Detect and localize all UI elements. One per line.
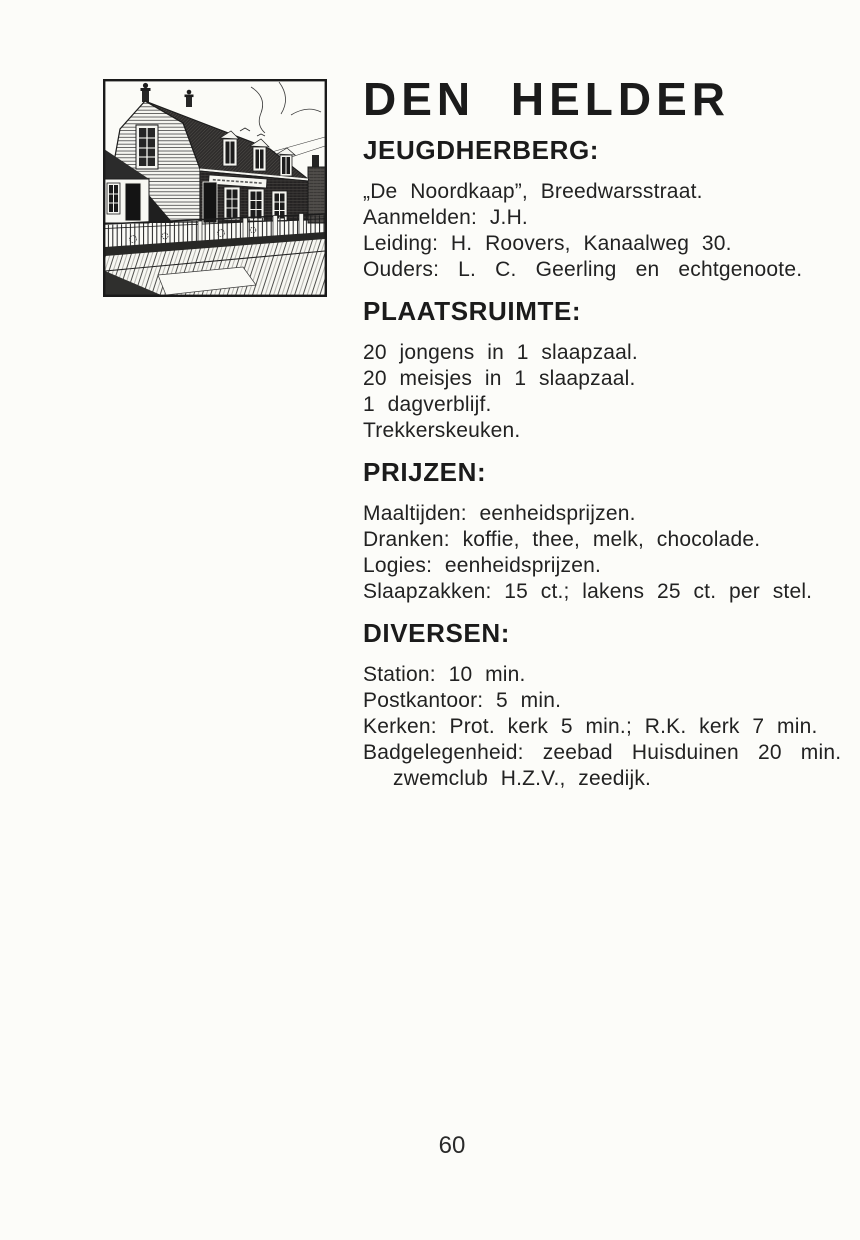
hostel-building-drawing-icon (103, 78, 327, 298)
section-diversen (363, 618, 842, 792)
text-line: Kerken: Prot. kerk 5 min.; R.K. kerk 7 min. (363, 715, 818, 738)
text-line: Badgelegenheid: zeebad Huisduinen 20 min. (363, 741, 842, 764)
text-line: Station: 10 min. (363, 663, 526, 686)
section-heading: PRIJZEN: (363, 457, 487, 487)
text-line: zwemclub H.Z.V., zeedijk. (393, 767, 652, 790)
text-line: 1 dagverblijf. (363, 393, 492, 416)
text-line: Leiding: H. Roovers, Kanaalweg 30. (363, 232, 732, 255)
text-line: „De Noordkaap”, Breedwarsstraat. (363, 180, 703, 203)
section-heading: JEUGDHERBERG: (363, 135, 600, 165)
text-line: Slaapzakken: 15 ct.; lakens 25 ct. per stel. (363, 580, 813, 603)
text-line: Ouders: L. C. Geerling en echtgenoote. (363, 258, 803, 281)
section-heading: PLAATSRUIMTE: (363, 296, 582, 326)
section-heading: DIVERSEN: (363, 618, 510, 648)
page-number: 60 (438, 1132, 466, 1159)
text-line: Dranken: koffie, thee, melk, chocolade. (363, 528, 761, 551)
text-line: Logies: eenheidsprijzen. (363, 554, 602, 577)
text-line: Aanmelden: J.H. (363, 206, 528, 229)
section-jeugdherberg (363, 135, 819, 283)
text-line: 20 jongens in 1 slaapzaal. (363, 341, 638, 364)
text-line: Trekkerskeuken. (363, 419, 521, 442)
text-line: 20 meisjes in 1 slaapzaal. (363, 367, 636, 390)
entry-text-column (363, 73, 842, 792)
hostel-illustration (103, 78, 327, 298)
section-plaatsruimte (363, 296, 819, 444)
text-line: Postkantoor: 5 min. (363, 689, 562, 712)
text-line: Maaltijden: eenheidsprijzen. (363, 502, 636, 525)
section-prijzen (363, 457, 819, 605)
page-title: DEN HELDER (363, 73, 731, 125)
